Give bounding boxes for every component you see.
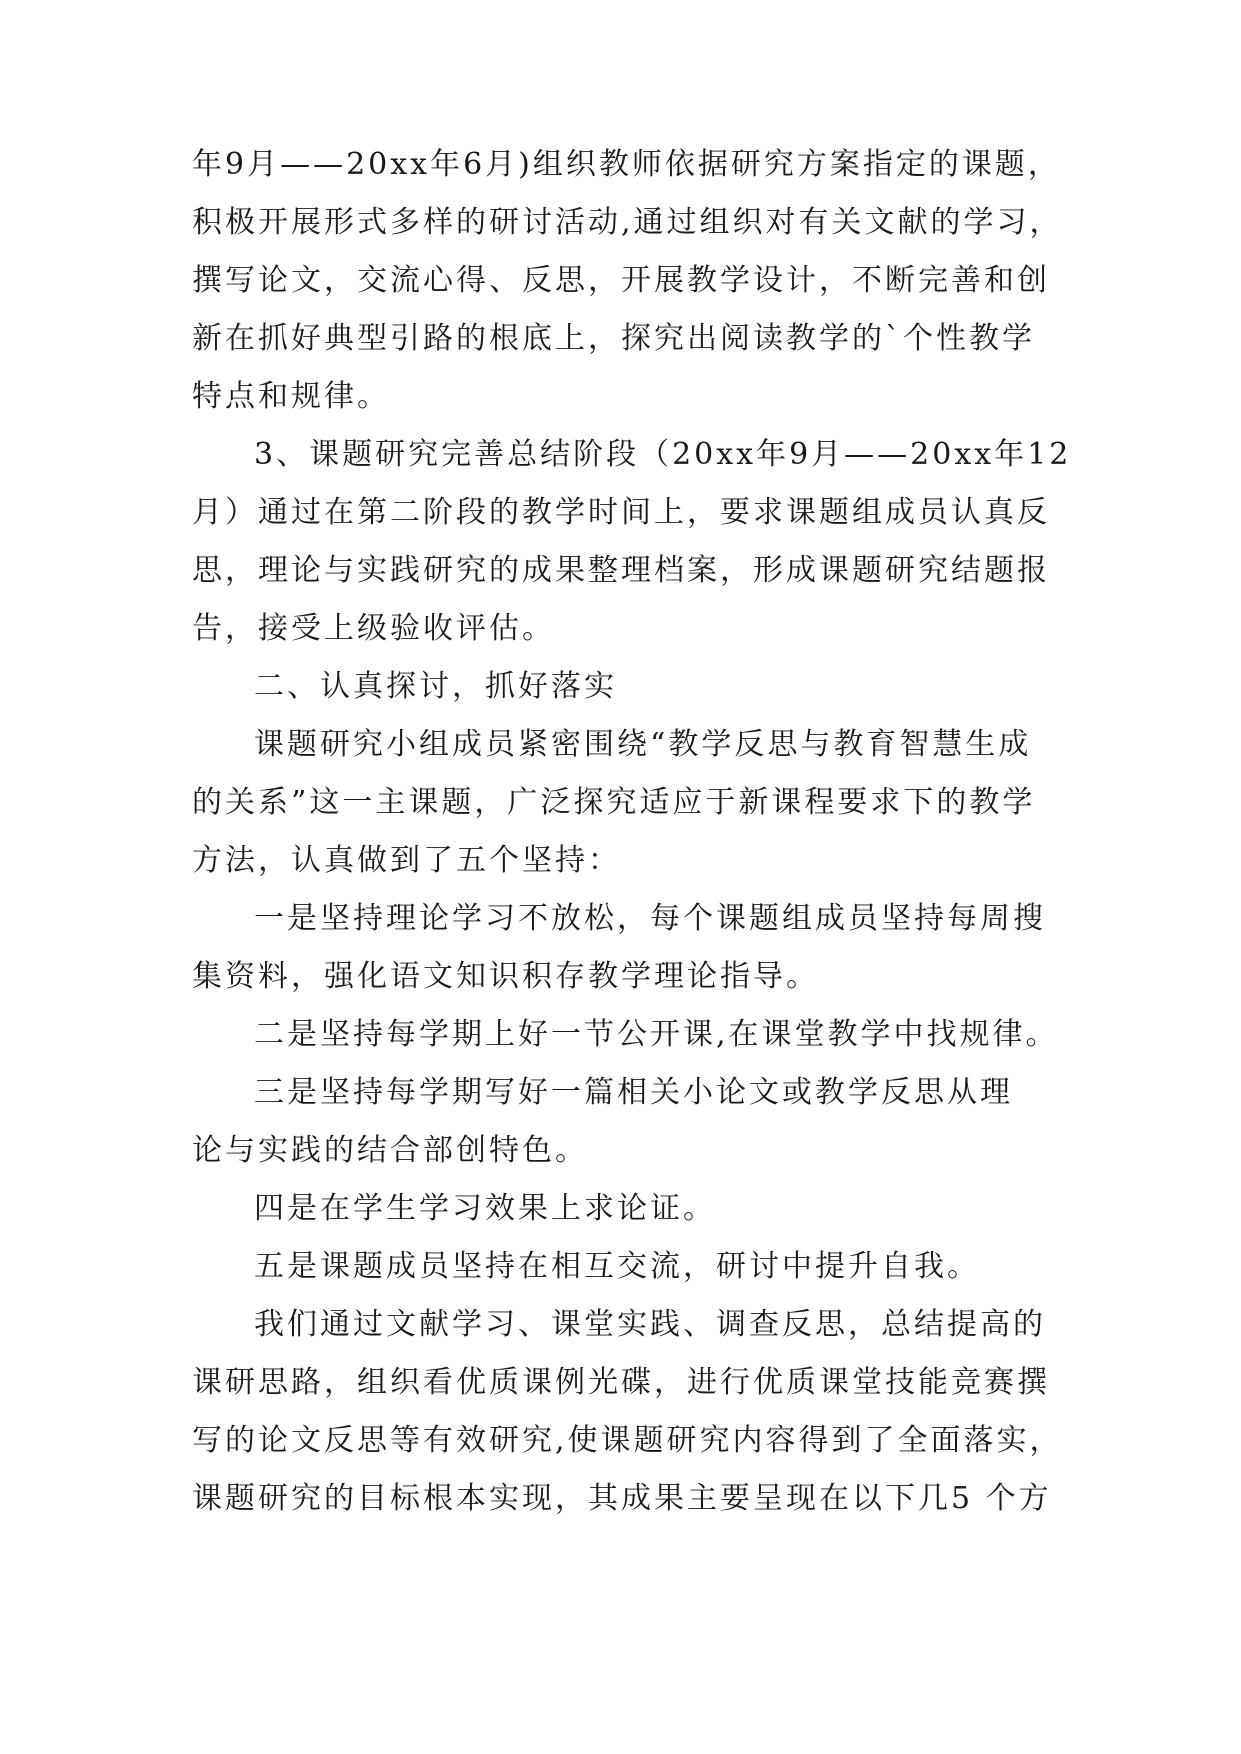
text-line: 年9月——20xx年6月)组织教师依据研究方案指定的课题， — [192, 147, 1061, 182]
text-line: 积极开展形式多样的研讨活动,通过组织对有关文献的学习， — [192, 205, 1063, 240]
text-line: 论与实践的结合部创特色。 — [192, 1133, 588, 1168]
text-line: 特点和规律。 — [192, 379, 390, 414]
paragraph-start-line: 课题研究小组成员紧密围绕“教学反思与教育智慧生成 — [254, 727, 1032, 762]
text-line: 课题研究的目标根本实现，其成果主要呈现在以下几5 个方 — [192, 1481, 1052, 1516]
text-line: 新在抓好典型引路的根底上，探究出阅读教学的`个性教学 — [192, 321, 1035, 356]
paragraph-start-line: 三是坚持每学期写好一篇相关小论文或教学反思从理 — [254, 1075, 1013, 1110]
text-line: 撰写论文，交流心得、反思，开展教学设计，不断完善和创 — [192, 263, 1050, 298]
text-line: 思，理论与实践研究的成果整理档案，形成课题研究结题报 — [192, 553, 1050, 588]
text-line: 课研思路，组织看优质课例光碟，进行优质课堂技能竞赛撰 — [192, 1365, 1050, 1400]
paragraph-start-line: 一是坚持理论学习不放松，每个课题组成员坚持每周搜 — [254, 901, 1046, 936]
paragraph-start-line: 五是课题成员坚持在相互交流，研讨中提升自我。 — [254, 1249, 980, 1284]
paragraph-start-line: 我们通过文献学习、课堂实践、调查反思，总结提高的 — [254, 1307, 1046, 1342]
paragraph-start-line: 二是坚持每学期上好一节公开课,在课堂教学中找规律。 — [254, 1017, 1059, 1052]
text-line: 方法，认真做到了五个坚持： — [192, 843, 621, 878]
paragraph-start-line: 3、课题研究完善总结阶段（20xx年9月——20xx年12 — [254, 437, 1072, 472]
text-line: 写的论文反思等有效研究,使课题研究内容得到了全面落实， — [192, 1423, 1063, 1458]
section-heading: 二、认真探讨，抓好落实 — [254, 669, 617, 704]
text-line: 月）通过在第二阶段的教学时间上，要求课题组成员认真反 — [192, 495, 1050, 530]
text-line: 告，接受上级验收评估。 — [192, 611, 555, 646]
text-line: 的关系”这一主课题，广泛探究适应于新课程要求下的教学 — [192, 785, 1036, 820]
text-line: 集资料，强化语文知识积存教学理论指导。 — [192, 959, 819, 994]
paragraph-start-line: 四是在学生学习效果上求论证。 — [254, 1191, 716, 1226]
